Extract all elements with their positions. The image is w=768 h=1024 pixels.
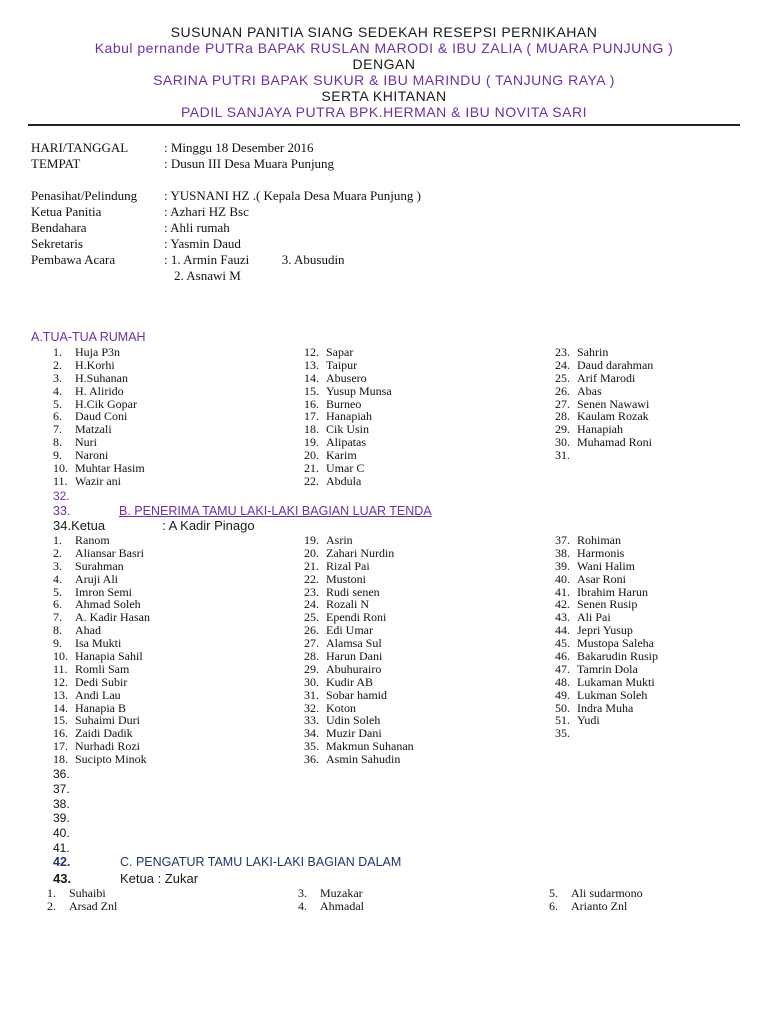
list-item-number: 13. (304, 357, 319, 372)
section-c-title: C. PENGATUR TAMU LAKI-LAKI BAGIAN DALAM (120, 855, 402, 869)
section-c-col3 (549, 887, 643, 913)
list-item-name: Nuri (75, 435, 97, 450)
list-item-number: 35. (555, 726, 570, 741)
list-item-number: 2. (53, 545, 62, 560)
list-item-number: 7. (53, 422, 62, 437)
list-item-name: Asrin (326, 533, 353, 547)
list-item-name: Kaulam Rozak (577, 409, 649, 424)
list-number: 37. (53, 781, 70, 796)
list-item-name: Harun Dani (326, 649, 383, 664)
list-item-name: Koton (326, 700, 356, 715)
list-item-number: 28. (555, 409, 570, 424)
section-b-after (53, 767, 70, 856)
list-item-number: 19. (304, 533, 319, 547)
section-b-col1 (53, 534, 150, 766)
list-item-number: 50. (555, 700, 570, 715)
section-b-title: B. PENERIMA TAMU LAKI-LAKI BAGIAN LUAR TENDA (119, 504, 432, 518)
list-item-number: 10. (53, 461, 68, 476)
list-item-number: 20. (304, 448, 319, 463)
section-b-ketua-label: Ketua (71, 518, 106, 533)
list-item-number: 12. (53, 674, 68, 689)
list-item-number: 23. (304, 584, 319, 599)
list-item-number: 5. (53, 396, 62, 411)
list-item-number: 23. (555, 345, 570, 359)
list-item-name: Jepri Yusup (577, 623, 633, 638)
list-number: 38. (53, 796, 70, 811)
list-item-name: Huja P3n (75, 345, 120, 359)
list-item-number: 31. (555, 448, 570, 463)
list-item-number: 25. (555, 370, 570, 385)
section-b-col2 (304, 534, 414, 766)
list-item-number: 16. (53, 726, 68, 741)
list-item-number: 47. (555, 661, 570, 676)
list-item (555, 714, 658, 727)
list-item-number: 35. (304, 739, 319, 754)
list-item-name: Suhaibi (69, 886, 106, 900)
list-item-number: 29. (304, 661, 319, 676)
section-a-col3 (555, 346, 653, 462)
list-item (555, 702, 658, 715)
list-item-name: Isa Mukti (75, 636, 122, 651)
list-item-number: 39. (555, 558, 570, 573)
list-item-name: Sahrin (577, 345, 609, 359)
list-item-number: 21. (304, 461, 319, 476)
header-bride: SARINA PUTRI BAPAK SUKUR & IBU MARINDU ( TANJUNG RAYA ) (153, 72, 615, 88)
list-item-number: 21. (304, 558, 319, 573)
list-number: 41. (53, 840, 70, 855)
list-item-name: Nurhadi Rozi (75, 739, 140, 754)
list-item-number: 1. (53, 533, 62, 547)
list-item-name: Bakarudin Rusip (577, 649, 658, 664)
list-number: 40. (53, 826, 70, 841)
list-item-number: 7. (53, 610, 62, 625)
list-item-number: 34. (304, 726, 319, 741)
list-item-number: 2. (53, 357, 62, 372)
list-item-name: Ali sudarmono (571, 886, 643, 900)
list-item-number: 15. (304, 383, 319, 398)
list-item-name: Arsad Znl (69, 898, 118, 913)
list-item (555, 449, 653, 462)
list-item-name: H.Suhanan (75, 370, 128, 385)
list-item-name: Yudi (577, 713, 600, 728)
list-item-number: 14. (53, 700, 68, 715)
list-item-number: 38. (555, 545, 570, 560)
section-b-heading (53, 504, 432, 518)
list-item-name: Indra Muha (577, 700, 634, 715)
list-item-name: Rohiman (577, 533, 621, 547)
section-b-num: 33. (53, 504, 71, 518)
section-b-ketua (53, 518, 255, 533)
list-item-number: 26. (555, 383, 570, 398)
list-item-name: Taipur (326, 357, 358, 372)
info-key: HARI/TANGGAL (31, 140, 129, 155)
section-b-ketua-value: : A Kadir Pinago (162, 518, 255, 533)
info-value: : Dusun III Desa Muara Punjung (164, 156, 335, 171)
info-key: Ketua Panitia (31, 204, 102, 219)
list-item-name: Sapar (326, 345, 354, 359)
list-item-name: Wazir ani (75, 473, 122, 488)
list-item (298, 900, 364, 913)
section-c-ketua (53, 871, 198, 886)
list-item-name: Mustopa Saleha (577, 636, 654, 651)
list-item-name: Andi Lau (75, 687, 121, 702)
list-item-name: Dedi Subir (75, 674, 128, 689)
list-item-name: Hanapia B (75, 700, 126, 715)
list-item-number: 10. (53, 649, 68, 664)
list-item-name: Tamrin Dola (577, 661, 638, 676)
list-item-number: 42. (555, 597, 570, 612)
list-item-name: H.Cik Gopar (75, 396, 137, 411)
header-title: SUSUNAN PANITIA SIANG SEDEKAH RESEPSI PERNIKAHAN (170, 24, 598, 40)
list-number: 39. (53, 811, 70, 826)
list-item-name: Aruji Ali (75, 571, 119, 586)
header-groom: Kabul pernande PUTRa BAPAK RUSLAN MARODI & IBU ZALIA ( MUARA PUNJUNG ) (94, 40, 674, 56)
section-c-heading (53, 855, 401, 869)
list-item-name: Rudi senen (326, 584, 380, 599)
list-item-name: Senen Nawawi (577, 396, 650, 411)
list-item (53, 423, 145, 436)
info-key: TEMPAT (31, 156, 81, 171)
list-item-number: 16. (304, 396, 319, 411)
list-item-number: 29. (555, 422, 570, 437)
list-item-number: 5. (53, 584, 62, 599)
list-item-number: 9. (53, 448, 62, 463)
list-item-number: 30. (304, 674, 319, 689)
info-key: Sekretaris (31, 236, 83, 251)
list-item (53, 475, 145, 488)
list-item-name: Zaidi Dadik (75, 726, 133, 741)
list-item-number: 5. (549, 886, 558, 900)
list-item-name: Ahmadal (320, 898, 364, 913)
list-item-number: 11. (53, 473, 68, 488)
info-key: Penasihat/Pelindung (31, 188, 138, 203)
list-item-name: Hanapiah (326, 409, 372, 424)
list-item-number: 24. (304, 597, 319, 612)
list-item-number: 46. (555, 649, 570, 664)
header-dengan: DENGAN (352, 56, 416, 72)
section-c-col2 (298, 887, 364, 913)
list-item-number: 3. (53, 370, 62, 385)
list-item-number: 19. (304, 435, 319, 450)
header-khitanan: PADIL SANJAYA PUTRA BPK.HERMAN & IBU NOVITA SARI (181, 104, 587, 120)
list-item-name: Abdula (326, 473, 362, 488)
list-item-number: 30. (555, 435, 570, 450)
list-item-name: Arif Marodi (577, 370, 636, 385)
list-item-number: 3. (298, 886, 307, 900)
list-item-number: 6. (549, 898, 558, 913)
list-item-number: 28. (304, 649, 319, 664)
list-item-number: 17. (304, 409, 319, 424)
list-item-number: 17. (53, 739, 68, 754)
list-item-number: 33. (304, 713, 319, 728)
list-item-name: Alamsa Sul (326, 636, 382, 651)
list-item-name: Makmun Suhanan (326, 739, 414, 754)
list-item-number: 36. (304, 752, 319, 767)
list-item (53, 611, 150, 624)
list-item-name: Muhtar Hasim (75, 461, 145, 476)
list-item-number: 1. (53, 345, 62, 359)
list-item-number: 41. (555, 584, 570, 599)
list-item-number: 1. (47, 886, 56, 900)
list-item (304, 689, 414, 702)
info-value: : YUSNANI HZ .( Kepala Desa Muara Punjung ) (164, 188, 421, 203)
info-extra: 2. Asnawi M (174, 268, 241, 283)
list-item-name: Burneo (326, 396, 362, 411)
section-c-num: 42. (53, 855, 71, 869)
list-item-name: Hanapiah (577, 422, 623, 437)
list-item-number: 6. (53, 409, 62, 424)
list-item-name: Muzakar (320, 886, 363, 900)
section-b-ketua-num: 34. (53, 518, 72, 533)
list-item-name: H.Korhi (75, 357, 115, 372)
list-item-name: Abas (577, 383, 602, 398)
list-item-number: 3. (53, 558, 62, 573)
list-item-number: 4. (53, 571, 62, 586)
list-item-number: 45. (555, 636, 570, 651)
list-item-name: Matzali (75, 422, 112, 437)
list-item-name: Arianto Znl (571, 898, 628, 913)
list-item-number: 32. (304, 700, 319, 715)
list-item-name: Edi Umar (326, 623, 373, 638)
header-divider (28, 124, 740, 126)
list-item-number: 15. (53, 713, 68, 728)
list-item-number: 4. (298, 898, 307, 913)
list-item-name: Mustoni (326, 571, 367, 586)
info-key: Pembawa Acara (31, 252, 116, 267)
list-item-number: 51. (555, 713, 570, 728)
list-item-name: Ali Pai (577, 610, 611, 625)
list-item-number: 11. (53, 661, 68, 676)
list-item-number: 37. (555, 533, 570, 547)
list-item-name: Aliansar Basri (75, 545, 144, 560)
list-item-number: 6. (53, 597, 62, 612)
list-item (549, 900, 643, 913)
list-item-name: Surahman (75, 558, 124, 573)
section-a-col1 (53, 346, 145, 488)
list-item-number: 44. (555, 623, 570, 638)
list-item-number: 22. (304, 473, 319, 488)
list-item-name: Karim (326, 448, 357, 463)
list-item-number: 8. (53, 623, 62, 638)
list-item-name: Alipatas (326, 435, 366, 450)
list-item-name: Rizal Pai (326, 558, 370, 573)
list-item-name: A. Kadir Hasan (75, 610, 150, 625)
list-item-name: Sobar hamid (326, 687, 387, 702)
list-item-number: 12. (304, 345, 319, 359)
list-item-name: Imron Semi (75, 584, 132, 599)
list-item-name: Yusup Munsa (326, 383, 392, 398)
list-item-name: Asar Roni (577, 571, 626, 586)
list-item (555, 372, 653, 385)
list-item-name: H. Alirido (75, 383, 124, 398)
list-item-name: Naroni (75, 448, 109, 463)
list-number: 36. (53, 767, 70, 781)
section-c-ketua-num: 43. (53, 871, 72, 886)
list-item-name: Ahad (75, 623, 101, 638)
list-item-name: Wani Halim (577, 558, 636, 573)
info-value: : Minggu 18 Desember 2016 (164, 140, 314, 155)
list-item-name: Muhamad Roni (577, 435, 652, 450)
list-item (47, 900, 117, 913)
section-c-col1 (47, 887, 117, 913)
list-item-name: Ahmad Soleh (75, 597, 141, 612)
section-a-after: 32. (53, 489, 70, 503)
list-item-number: 24. (555, 357, 570, 372)
list-item-number: 4. (53, 383, 62, 398)
list-item-name: Harmonis (577, 545, 625, 560)
list-item-name: Kudir AB (326, 674, 374, 689)
list-item-number: 18. (53, 752, 68, 767)
section-a-title: A.TUA-TUA RUMAH (31, 330, 146, 344)
list-item-name: Lukaman Mukti (577, 674, 655, 689)
list-item-number: 40. (555, 571, 570, 586)
info-key: Bendahara (31, 220, 87, 235)
info-value: : Yasmin Daud (164, 236, 241, 251)
info-value: : Azhari HZ Bsc (164, 204, 249, 219)
list-item-name: Abuhurairo (326, 661, 382, 676)
list-item-name: Lukman Soleh (577, 687, 648, 702)
list-item-number: 18. (304, 422, 319, 437)
list-item-number: 27. (304, 636, 319, 651)
list-item-name: Cik Usin (326, 422, 370, 437)
list-item-name: Udin Soleh (326, 713, 381, 728)
list-item (53, 753, 150, 766)
list-item-number: 27. (555, 396, 570, 411)
list-item-name: Hanapia Sahil (75, 649, 143, 664)
list-item-number: 48. (555, 674, 570, 689)
list-item-number: 43. (555, 610, 570, 625)
list-item-name: Sucipto Minok (75, 752, 147, 767)
list-item-name: Daud Coni (75, 409, 128, 424)
list-item-name: Daud darahman (577, 357, 654, 372)
list-item-name: Muzir Dani (326, 726, 382, 741)
list-item-name: Zahari Nurdin (326, 545, 395, 560)
list-item-name: Ranom (75, 533, 110, 547)
list-item-name: Ibrahim Harun (577, 584, 648, 599)
list-item-name: Umar C (326, 461, 365, 476)
list-item-number: 2. (47, 898, 56, 913)
list-item-number: 8. (53, 435, 62, 450)
list-item-number: 13. (53, 687, 68, 702)
list-item-name: Ependi Roni (326, 610, 387, 625)
list-item-number: 25. (304, 610, 319, 625)
list-item-number: 31. (304, 687, 319, 702)
header-serta: SERTA KHITANAN (321, 88, 447, 104)
list-item-number: 49. (555, 687, 570, 702)
list-item (304, 753, 414, 766)
info-value: : 1. Armin Fauzi 3. Abusudin (164, 252, 345, 267)
section-c-ketua-text: Ketua : Zukar (120, 871, 199, 886)
list-item-name: Senen Rusip (577, 597, 638, 612)
list-item-name: Rozali N (326, 597, 369, 612)
list-item-number: 14. (304, 370, 319, 385)
list-item-number: 26. (304, 623, 319, 638)
section-a-col2 (304, 346, 392, 488)
list-item-name: Asmin Sahudin (326, 752, 401, 767)
list-item (304, 475, 392, 488)
list-item-number: 9. (53, 636, 62, 651)
info-value: : Ahli rumah (164, 220, 230, 235)
list-item-name: Suhaimi Duri (75, 713, 140, 728)
section-b-col3 (555, 534, 658, 740)
list-item-number: 22. (304, 571, 319, 586)
list-item-number: 20. (304, 545, 319, 560)
list-item (555, 727, 658, 740)
list-item-name: Romli Sam (75, 661, 130, 676)
list-item-name: Abusero (326, 370, 367, 385)
